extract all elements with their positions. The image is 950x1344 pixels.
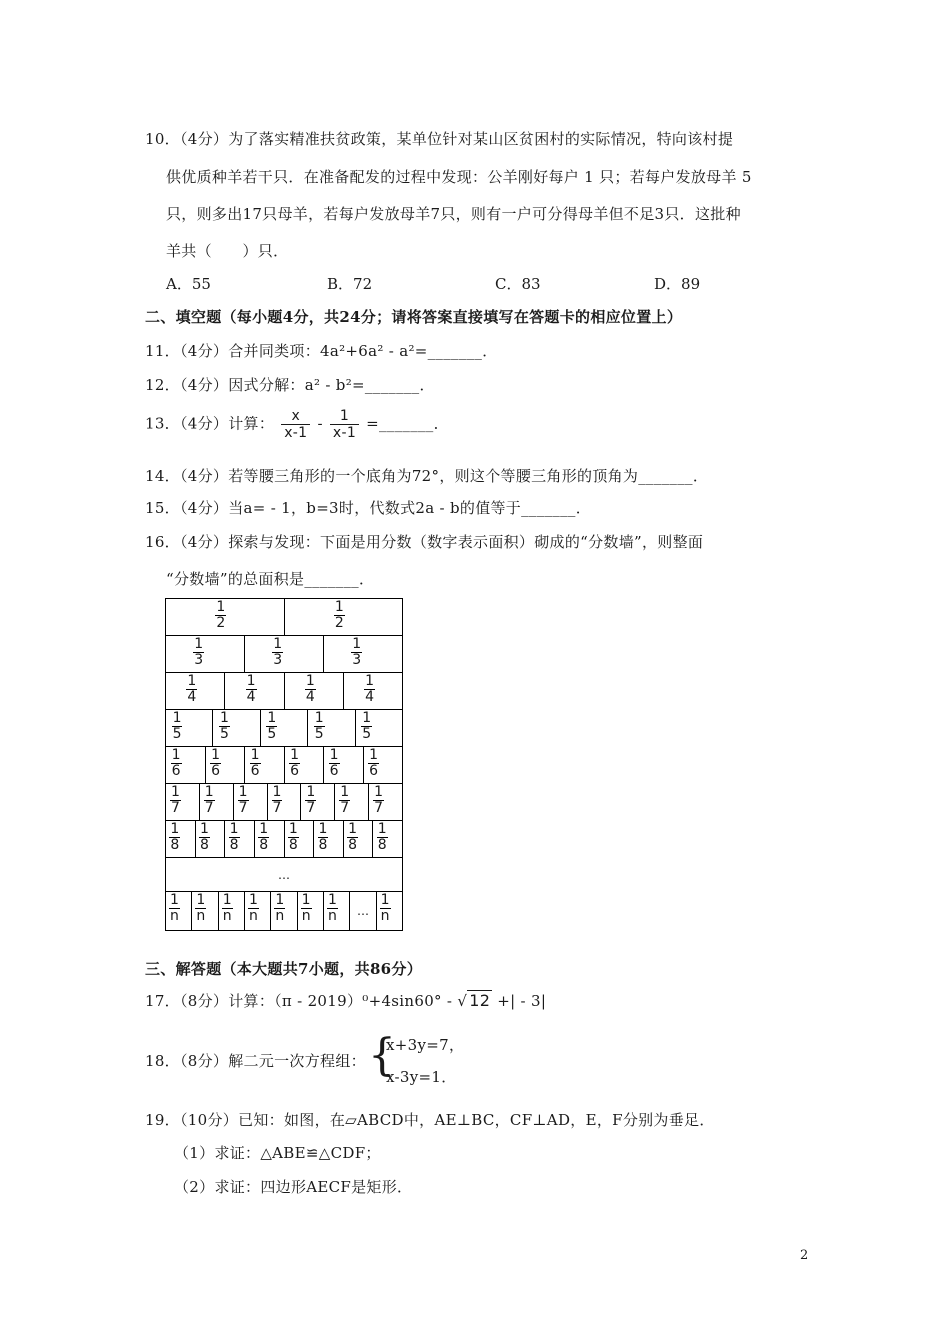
section3-title: 三、解答题（本大题共7小题，共86分） bbox=[145, 960, 423, 978]
wall-fraction-denominator: n bbox=[170, 908, 179, 924]
wall-fraction-numerator: 1 bbox=[246, 673, 256, 689]
wall-cell bbox=[297, 892, 323, 930]
wall-fraction-denominator: 8 bbox=[229, 837, 239, 853]
q13 bbox=[145, 408, 449, 441]
q13-frac2-den: x-1 bbox=[332, 425, 357, 441]
wall-row bbox=[165, 636, 403, 673]
wall-fraction-denominator: 8 bbox=[377, 837, 387, 853]
q19: 19．（10分）已知：如图，在▱ABCD中，AE⊥BC，CF⊥AD，E，F分别为垂足． bbox=[145, 1111, 715, 1129]
wall-fraction bbox=[170, 785, 181, 816]
wall-cell bbox=[343, 673, 402, 709]
wall-cell bbox=[323, 892, 349, 930]
q18-equation-1: x+3y=7， bbox=[386, 1036, 465, 1054]
wall-cell bbox=[313, 821, 343, 857]
wall-fraction bbox=[238, 785, 249, 816]
wall-row-ellipsis bbox=[165, 858, 403, 892]
wall-fraction bbox=[250, 748, 261, 779]
wall-fraction-numerator: 1 bbox=[170, 892, 179, 908]
wall-fraction-denominator: 3 bbox=[352, 652, 362, 668]
wall-fraction bbox=[195, 893, 206, 924]
wall-fraction-numerator: 1 bbox=[267, 710, 277, 726]
q17-radicand: 12 bbox=[469, 991, 491, 1010]
wall-fraction-denominator: n bbox=[275, 908, 285, 924]
wall-fraction-denominator: 5 bbox=[314, 726, 324, 742]
wall-fraction-numerator: 1 bbox=[377, 821, 387, 837]
wall-cell bbox=[166, 599, 284, 635]
q11: 11．（4分）合并同类项：4a²+6a² - a²=_______． bbox=[145, 342, 498, 360]
wall-fraction-denominator: 7 bbox=[170, 800, 180, 816]
wall-fraction bbox=[266, 711, 277, 742]
q10-line2: 供优质种羊若干只．在准备配发的过程中发现：公羊刚好每户 1 只；若每户发放母羊 5 bbox=[166, 168, 752, 186]
wall-fraction-numerator: 1 bbox=[352, 636, 362, 652]
wall-fraction bbox=[210, 748, 221, 779]
wall-fraction-denominator: n bbox=[196, 908, 206, 924]
wall-ellipsis: … bbox=[278, 867, 290, 882]
wall-fraction-numerator: 1 bbox=[196, 892, 206, 908]
wall-fraction-numerator: 1 bbox=[170, 821, 180, 837]
wall-fraction-numerator: 1 bbox=[194, 636, 204, 652]
wall-fraction-numerator: 1 bbox=[334, 599, 344, 615]
wall-cell bbox=[212, 710, 259, 746]
wall-fraction bbox=[219, 711, 230, 742]
wall-fraction-denominator: 5 bbox=[362, 726, 372, 742]
wall-row bbox=[165, 710, 403, 747]
wall-fraction-denominator: n bbox=[328, 908, 337, 924]
wall-fraction-denominator: 8 bbox=[170, 837, 180, 853]
wall-fraction bbox=[327, 893, 338, 924]
wall-cell bbox=[244, 636, 323, 672]
q19-part2: （2）求证：四边形AECF是矩形． bbox=[174, 1178, 413, 1196]
wall-fraction-denominator: 6 bbox=[171, 763, 181, 779]
wall-fraction-numerator: 1 bbox=[365, 673, 375, 689]
wall-fraction-numerator: 1 bbox=[328, 892, 337, 908]
wall-fraction bbox=[305, 785, 316, 816]
wall-fraction bbox=[288, 822, 299, 853]
wall-fraction bbox=[246, 674, 257, 705]
wall-fraction bbox=[172, 711, 183, 742]
wall-fraction-numerator: 1 bbox=[340, 784, 350, 800]
wall-cell bbox=[343, 821, 373, 857]
wall-fraction-denominator: 7 bbox=[306, 800, 316, 816]
wall-fraction bbox=[305, 674, 316, 705]
wall-fraction-numerator: 1 bbox=[229, 821, 239, 837]
q17-text-a: 17．（8分）计算：（π - 2019）⁰+4sin60° - bbox=[145, 992, 453, 1010]
wall-fraction-denominator: 7 bbox=[374, 800, 384, 816]
q10-line4: 羊共（ ）只． bbox=[166, 242, 289, 260]
wall-fraction-denominator: 8 bbox=[288, 837, 298, 853]
wall-fraction bbox=[368, 748, 379, 779]
page-number: 2 bbox=[800, 1248, 809, 1263]
wall-cell bbox=[372, 821, 402, 857]
wall-fraction bbox=[193, 637, 204, 668]
wall-cell bbox=[323, 636, 402, 672]
wall-fraction bbox=[377, 822, 388, 853]
wall-fraction-numerator: 1 bbox=[219, 710, 229, 726]
wall-fraction-numerator: 1 bbox=[348, 821, 358, 837]
wall-fraction bbox=[318, 822, 329, 853]
wall-cell bbox=[244, 892, 270, 930]
wall-fraction-numerator: 1 bbox=[200, 821, 209, 837]
q13-suffix: =_______． bbox=[366, 414, 449, 433]
q16-line2: “分数墙”的总面积是_______． bbox=[166, 570, 375, 588]
system-brace: { bbox=[368, 1030, 396, 1081]
wall-fraction bbox=[169, 893, 180, 924]
q14: 14．（4分）若等腰三角形的一个底角为72°，则这个等腰三角形的顶角为_______． bbox=[145, 467, 709, 485]
wall-fraction-numerator: 1 bbox=[272, 784, 282, 800]
wall-fraction-denominator: 7 bbox=[238, 800, 248, 816]
wall-cell bbox=[199, 784, 233, 820]
wall-fraction bbox=[229, 822, 240, 853]
wall-row bbox=[165, 673, 403, 710]
wall-fraction-numerator: 1 bbox=[288, 821, 298, 837]
wall-cell bbox=[224, 821, 254, 857]
wall-fraction bbox=[339, 785, 350, 816]
wall-cell bbox=[166, 747, 205, 783]
wall-fraction-numerator: 1 bbox=[170, 784, 180, 800]
sqrt-12: √ 12 bbox=[457, 991, 491, 1010]
wall-fraction bbox=[204, 785, 215, 816]
wall-cell bbox=[195, 821, 225, 857]
wall-ellipsis: … bbox=[356, 904, 369, 918]
wall-cell bbox=[244, 747, 284, 783]
wall-fraction bbox=[215, 600, 226, 631]
wall-fraction bbox=[274, 893, 285, 924]
wall-cell bbox=[300, 784, 334, 820]
wall-fraction bbox=[361, 711, 372, 742]
q10-line1: 10．（4分）为了落实精准扶贫政策，某单位针对某山区贫困村的实际情况，特向该村提 bbox=[145, 130, 734, 148]
wall-fraction bbox=[272, 785, 283, 816]
wall-fraction-denominator: 2 bbox=[216, 615, 226, 631]
wall-fraction-denominator: 3 bbox=[273, 652, 283, 668]
wall-cell bbox=[267, 784, 301, 820]
wall-fraction-numerator: 1 bbox=[374, 784, 384, 800]
q13-frac1-den: x-1 bbox=[284, 425, 308, 441]
wall-fraction bbox=[373, 785, 384, 816]
q13-fraction-2 bbox=[330, 408, 359, 441]
wall-fraction-numerator: 1 bbox=[275, 892, 285, 908]
wall-fraction-denominator: 4 bbox=[187, 689, 197, 705]
q18-equation-2: x-3y=1． bbox=[386, 1068, 457, 1086]
q10-line3: 只，则多出17只母羊，若每户发放母羊7只，则有一户可分得母羊但不足3只．这批种 bbox=[166, 205, 741, 223]
wall-fraction-denominator: 5 bbox=[267, 726, 277, 742]
wall-fraction-denominator: 7 bbox=[204, 800, 214, 816]
wall-fraction-numerator: 1 bbox=[250, 747, 260, 763]
wall-fraction-numerator: 1 bbox=[273, 636, 283, 652]
wall-fraction-numerator: 1 bbox=[380, 892, 390, 908]
wall-fraction-numerator: 1 bbox=[222, 892, 232, 908]
wall-fraction bbox=[329, 748, 340, 779]
q12: 12．（4分）因式分解：a² - b²=_______． bbox=[145, 376, 435, 394]
wall-cell bbox=[166, 821, 195, 857]
wall-fraction-denominator: 3 bbox=[194, 652, 204, 668]
q13-frac2-num: 1 bbox=[330, 408, 359, 425]
wall-cell bbox=[368, 784, 402, 820]
q13-frac1-num: x bbox=[281, 408, 310, 425]
wall-fraction-denominator: n bbox=[249, 908, 258, 924]
wall-fraction-numerator: 1 bbox=[290, 747, 300, 763]
wall-fraction-denominator: 2 bbox=[334, 615, 344, 631]
wall-fraction-numerator: 1 bbox=[305, 673, 315, 689]
q13-minus: - bbox=[317, 414, 323, 433]
wall-cell bbox=[284, 599, 403, 635]
wall-row-n bbox=[165, 892, 403, 931]
wall-fraction bbox=[171, 748, 182, 779]
wall-row bbox=[165, 784, 403, 821]
q10-option-c: C．83 bbox=[495, 275, 541, 293]
wall-cell bbox=[224, 673, 283, 709]
wall-cell bbox=[334, 784, 368, 820]
wall-fraction-denominator: 5 bbox=[219, 726, 229, 742]
wall-row bbox=[165, 599, 403, 636]
wall-fraction bbox=[289, 748, 300, 779]
q17-text-b: +| - 3| bbox=[497, 992, 547, 1010]
wall-cell bbox=[166, 710, 212, 746]
wall-fraction bbox=[272, 637, 283, 668]
wall-fraction bbox=[248, 893, 259, 924]
wall-fraction-denominator: 6 bbox=[211, 763, 221, 779]
wall-fraction-denominator: 7 bbox=[340, 800, 350, 816]
wall-fraction-numerator: 1 bbox=[362, 710, 372, 726]
wall-fraction bbox=[314, 711, 325, 742]
q10-option-b: B．72 bbox=[327, 275, 373, 293]
wall-fraction bbox=[258, 822, 269, 853]
wall-fraction bbox=[222, 893, 233, 924]
wall-fraction-numerator: 1 bbox=[238, 784, 248, 800]
wall-cell bbox=[284, 673, 343, 709]
wall-fraction-denominator: 8 bbox=[318, 837, 328, 853]
wall-fraction-numerator: 1 bbox=[306, 784, 316, 800]
wall-fraction-denominator: n bbox=[380, 908, 390, 924]
wall-fraction-denominator: n bbox=[301, 908, 311, 924]
wall-cell bbox=[363, 747, 403, 783]
wall-fraction-numerator: 1 bbox=[172, 710, 182, 726]
q18-prefix: 18．（8分）解二元一次方程组： bbox=[145, 1052, 366, 1070]
wall-fraction-denominator: 5 bbox=[172, 726, 182, 742]
wall-fraction-denominator: 6 bbox=[290, 763, 300, 779]
wall-fraction bbox=[199, 822, 210, 853]
wall-fraction-denominator: 6 bbox=[250, 763, 260, 779]
wall-cell bbox=[205, 747, 245, 783]
q16-line1: 16．（4分）探索与发现：下面是用分数（数字表示面积）砌成的“分数墙”，则整面 bbox=[145, 533, 704, 551]
wall-cell bbox=[166, 858, 402, 891]
wall-fraction-numerator: 1 bbox=[211, 747, 221, 763]
wall-cell bbox=[355, 710, 402, 746]
wall-fraction-numerator: 1 bbox=[318, 821, 328, 837]
wall-cell bbox=[270, 892, 296, 930]
wall-cell bbox=[307, 710, 354, 746]
wall-fraction bbox=[186, 674, 197, 705]
wall-cell bbox=[376, 892, 402, 930]
wall-row bbox=[165, 747, 403, 784]
wall-fraction-denominator: 8 bbox=[259, 837, 269, 853]
wall-fraction-numerator: 1 bbox=[314, 710, 324, 726]
q15: 15．（4分）当a= - 1，b=3时，代数式2a - b的值等于_______． bbox=[145, 499, 591, 517]
wall-fraction bbox=[364, 674, 375, 705]
wall-fraction-numerator: 1 bbox=[369, 747, 379, 763]
wall-fraction-denominator: 4 bbox=[305, 689, 315, 705]
wall-fraction bbox=[351, 637, 362, 668]
wall-fraction bbox=[169, 822, 180, 853]
wall-fraction-numerator: 1 bbox=[171, 747, 181, 763]
q13-fraction-1 bbox=[281, 408, 310, 441]
wall-fraction-denominator: n bbox=[222, 908, 232, 924]
wall-fraction-numerator: 1 bbox=[204, 784, 214, 800]
wall-cell bbox=[284, 747, 324, 783]
wall-fraction-numerator: 1 bbox=[301, 892, 311, 908]
wall-cell bbox=[191, 892, 217, 930]
wall-fraction-denominator: 8 bbox=[348, 837, 358, 853]
wall-cell bbox=[166, 784, 199, 820]
q13-prefix: 13．（4分）计算： bbox=[145, 414, 275, 433]
fraction-wall bbox=[165, 598, 403, 931]
q19-part1: （1）求证：△ABE≌△CDF； bbox=[174, 1144, 381, 1162]
wall-cell bbox=[166, 892, 191, 930]
wall-fraction bbox=[301, 893, 312, 924]
wall-fraction-denominator: 6 bbox=[369, 763, 379, 779]
wall-cell bbox=[166, 636, 244, 672]
q10-option-d: D．89 bbox=[654, 275, 701, 293]
section2-title: 二、填空题（每小题4分，共24分；请将答案直接填写在答题卡的相应位置上） bbox=[145, 308, 683, 326]
wall-fraction-numerator: 1 bbox=[249, 892, 258, 908]
wall-fraction-numerator: 1 bbox=[259, 821, 269, 837]
wall-cell bbox=[233, 784, 267, 820]
wall-fraction bbox=[380, 893, 391, 924]
wall-cell bbox=[323, 747, 363, 783]
wall-fraction-denominator: 4 bbox=[246, 689, 256, 705]
wall-fraction-numerator: 1 bbox=[187, 673, 197, 689]
wall-cell bbox=[260, 710, 307, 746]
wall-fraction-denominator: 7 bbox=[272, 800, 282, 816]
wall-cell bbox=[284, 821, 314, 857]
wall-row bbox=[165, 821, 403, 858]
wall-fraction bbox=[334, 600, 345, 631]
wall-fraction-numerator: 1 bbox=[329, 747, 339, 763]
wall-fraction-denominator: 4 bbox=[365, 689, 375, 705]
q17 bbox=[145, 990, 546, 1011]
wall-fraction-numerator: 1 bbox=[216, 599, 226, 615]
q10-option-a: A．55 bbox=[166, 275, 211, 293]
wall-fraction bbox=[347, 822, 358, 853]
wall-cell bbox=[218, 892, 244, 930]
wall-cell bbox=[166, 673, 224, 709]
wall-cell bbox=[254, 821, 284, 857]
wall-fraction-denominator: 6 bbox=[329, 763, 339, 779]
wall-fraction-denominator: 8 bbox=[200, 837, 209, 853]
wall-cell bbox=[349, 892, 375, 930]
